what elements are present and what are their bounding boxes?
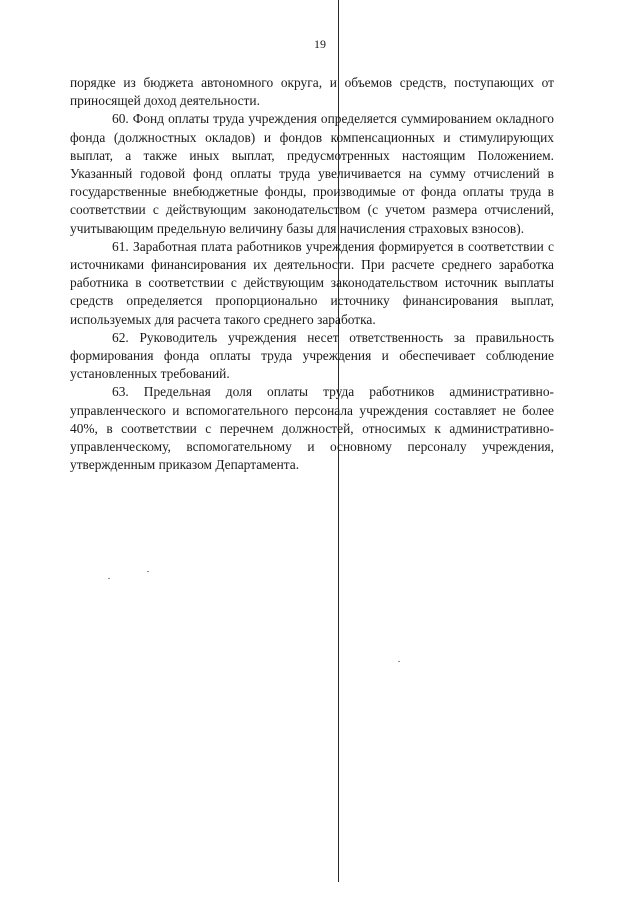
paragraph-62: 62. Руководитель учреждения несет ответственность за правильность формирования фонда оплаты труда учреждения и обеспечивает соблюдение установленных требований. <box>70 329 554 382</box>
page-number: 19 <box>314 37 326 51</box>
scan-speck <box>398 661 400 662</box>
paragraph-63: 63. Предельная доля оплаты труда работников административно-управленческого и вспомогательного персонала учреждения составляет не более 40%, в соответствии с перечнем должностей, относимых к административно-управленческому, вспомогательному и основному персоналу учреждения, утвержденным приказом Департамента. <box>70 384 554 473</box>
scan-speck <box>147 571 149 572</box>
paragraph-61: 61. Заработная плата работников учреждения формируется в соответствии с источниками финансирования их деятельности. При расчете среднего заработка работника в соответствии с действующим законодательством источник выплаты средств определяется пропорционально источнику финансирования выплат, используемых для расчета такого среднего заработка. <box>70 238 554 327</box>
scan-speck <box>108 578 110 579</box>
document-body <box>70 74 554 474</box>
paragraph-continuation: порядке из бюджета автономного округа, и объемов средств, поступающих от приносящей доход деятельности. <box>70 75 554 109</box>
paragraph-60: 60. Фонд оплаты труда учреждения определяется суммированием окладного фонда (должностных окладов) и фондов компенсационных и стимулирующих выплат, а также иных выплат, предусмотренных настоящим Положением. Указанный годовой фонд оплаты труда увеличивается на сумму отчислений в государственные внебюджетные фонды, производимые от фонда оплаты труда в соответствии с действующим законодательством (с учетом размера отчислений, учитывающим предельную величину базы для начисления страховых взносов). <box>70 111 554 236</box>
